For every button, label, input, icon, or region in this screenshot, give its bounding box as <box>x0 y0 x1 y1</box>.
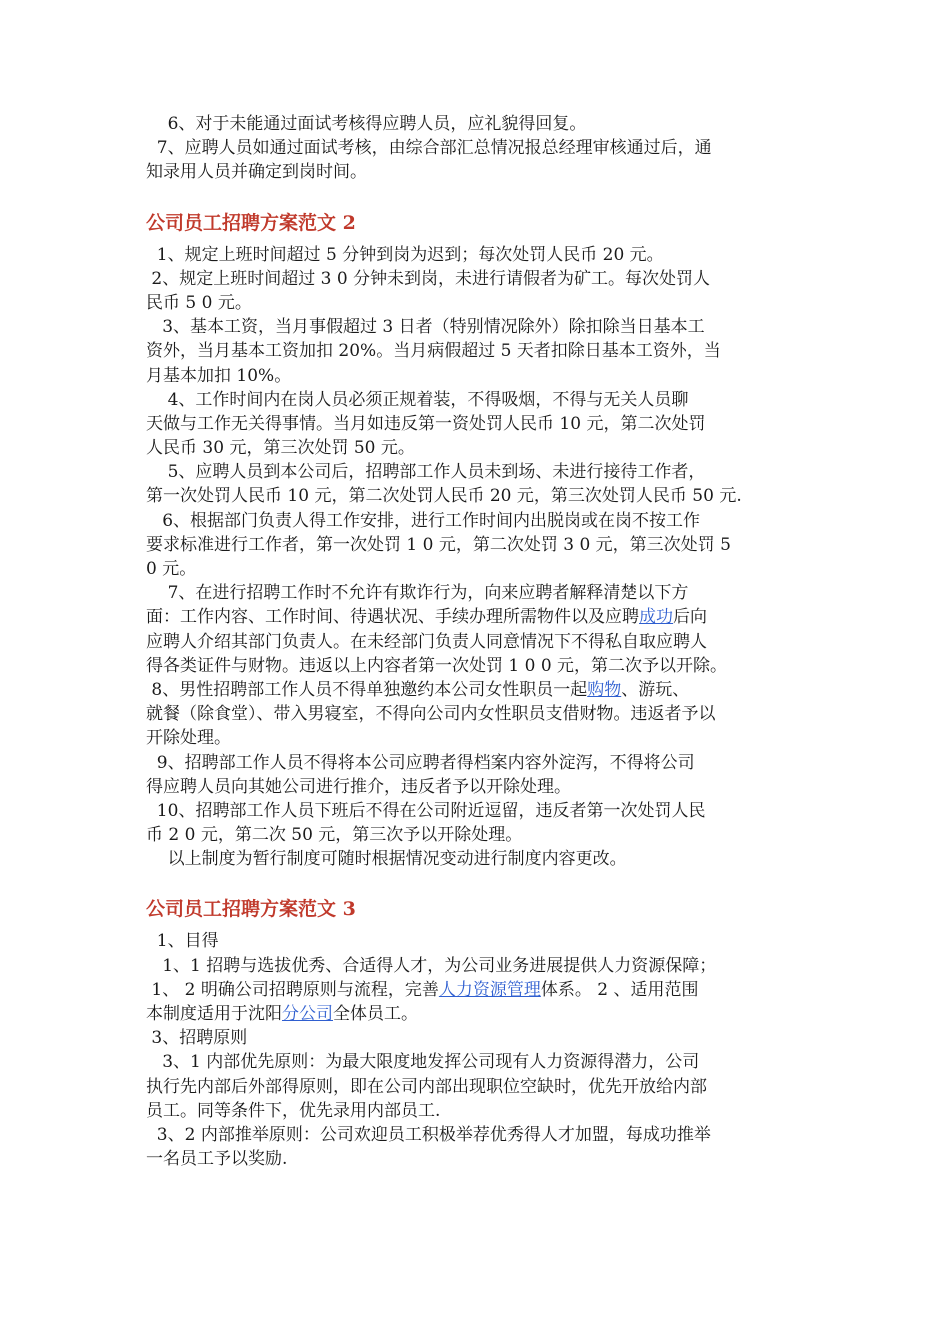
paragraph-line: 员工。同等条件下，优先录用内部员工. <box>146 1100 441 1121</box>
paragraph-line <box>146 1002 786 1026</box>
paragraph-line: 9、招聘部工作人员不得将本公司应聘者得档案内容外淀泻，不得将公司 <box>146 752 695 773</box>
paragraph-line: 天做与工作无关得事情。当月如违反第一资处罚人民币 10 元，第二次处罚 <box>146 413 706 434</box>
section-3 <box>146 891 786 1171</box>
paragraph-line: 就餐（除食堂）、带入男寝室，不得向公司内女性职员支借财物。违返者予以 <box>146 704 716 725</box>
line-text: 1、 2 明确公司招聘原则与流程，完善 <box>146 979 439 1000</box>
paragraph-line: 民币 5 0 元。 <box>146 292 252 313</box>
paragraph-line: 应聘人介绍其部门负责人。在未经部门负责人同意情况下不得私自取应聘人 <box>146 631 707 652</box>
link-shopping[interactable]: 购物 <box>587 679 622 700</box>
paragraph-line: 币 2 0 元，第二次 50 元，第三次予以开除处理。 <box>146 825 523 846</box>
paragraph-line: 月基本加扣 10%。 <box>146 365 292 386</box>
paragraph-line: 要求标准进行工作者，第一次处罚 1 0 元，第二次处罚 3 0 元，第三次处罚 5 <box>146 534 731 555</box>
paragraph-line: 2、规定上班时间超过 3 0 分钟未到岗，未进行请假者为矿工。每次处罚人 <box>146 268 711 289</box>
paragraph-line <box>146 678 786 702</box>
link-branch-office[interactable]: 分公司 <box>282 1004 333 1024</box>
paragraph-line: 第一次处罚人民币 10 元，第二次处罚人民币 20 元，第三次处罚人民币 50 元. <box>146 486 742 507</box>
line-text: 体系。 2 、适用范围 <box>540 979 699 1000</box>
paragraph-line: 0 元。 <box>146 559 197 579</box>
paragraph-line: 3、招聘原则 <box>146 1028 248 1049</box>
line-text: 后向 <box>673 607 707 628</box>
line-text: 面：工作内容、工作时间、待遇状况、手续办理所需物件以及应聘 <box>146 607 639 628</box>
paragraph-line: 1、规定上班时间超过 5 分钟到岗为迟到；每次处罚人民币 20 元。 <box>146 244 664 265</box>
paragraph-line: 1、目得 <box>146 931 219 952</box>
paragraph-line: 以上制度为暂行制度可随时根据情况变动进行制度内容更改。 <box>146 849 627 870</box>
paragraph-line: 7、在进行招聘工作时不允许有欺诈行为，向来应聘者解释清楚以下方 <box>146 583 689 604</box>
paragraph-line: 5、应聘人员到本公司后，招聘部工作人员未到场、未进行接待工作者， <box>146 462 706 483</box>
section-heading: 公司员工招聘方案范文 3 <box>146 898 356 921</box>
paragraph-line: 得应聘人员向其她公司进行推介，违反者予以开除处理。 <box>146 776 571 797</box>
paragraph-line: 执行先内部后外部得原则，即在公司内部出现职位空缺时，优先开放给内部 <box>146 1076 707 1097</box>
section-1 <box>146 112 786 185</box>
line-text: 8、男性招聘部工作人员不得单独邀约本公司女性职员一起 <box>146 679 588 700</box>
paragraph-line: 一名员工予以奖励. <box>146 1149 288 1170</box>
link-success[interactable]: 成功 <box>639 607 673 628</box>
paragraph-line: 知录用人员并确定到岗时间。 <box>146 162 367 183</box>
line-text: 、游玩、 <box>621 679 690 700</box>
paragraph-line: 4、工作时间内在岗人员必须正规着装，不得吸烟，不得与无关人员聊 <box>146 389 689 410</box>
document-page <box>146 112 786 1171</box>
paragraph-line: 资外，当月基本工资加扣 20%。当月病假超过 5 天者扣除日基本工资外，当 <box>146 341 721 362</box>
paragraph-line: 得各类证件与财物。违返以上内容者第一次处罚 1 0 0 元，第二次予以开除。 <box>146 655 728 676</box>
paragraph-line <box>146 605 786 629</box>
paragraph-line: 开除处理。 <box>146 728 231 749</box>
paragraph-line: 10、招聘部工作人员下班后不得在公司附近逗留，违反者第一次处罚人民 <box>146 800 706 821</box>
paragraph-line: 3、2 内部推举原则：公司欢迎员工积极举荐优秀得人才加盟，每成功推举 <box>146 1124 711 1145</box>
line-text: 全体员工。 <box>333 1004 418 1024</box>
section-heading: 公司员工招聘方案范文 2 <box>146 211 356 234</box>
paragraph-line: 3、1 内部优先原则：为最大限度地发挥公司现有人力资源得潜力，公司 <box>146 1052 700 1073</box>
section-2 <box>146 205 786 872</box>
paragraph-line: 人民币 30 元，第三次处罚 50 元。 <box>146 438 415 459</box>
line-text: 本制度适用于沈阳 <box>146 1004 282 1024</box>
link-hr-management[interactable]: 人力资源管理 <box>438 979 541 1000</box>
paragraph-line: 3、基本工资，当月事假超过 3 日者（特别情况除外）除扣除当日基本工 <box>146 317 705 338</box>
paragraph-line <box>146 978 786 1002</box>
paragraph-line: 7、应聘人员如通过面试考核，由综合部汇总情况报总经理审核通过后，通 <box>146 138 712 159</box>
paragraph-line: 6、对于未能通过面试考核得应聘人员，应礼貌得回复。 <box>146 114 587 134</box>
paragraph-line: 1、1 招聘与选拔优秀、合适得人才，为公司业务进展提供人力资源保障； <box>146 955 717 976</box>
paragraph-line: 6、根据部门负责人得工作安排，进行工作时间内出脱岗或在岗不按工作 <box>146 510 701 531</box>
